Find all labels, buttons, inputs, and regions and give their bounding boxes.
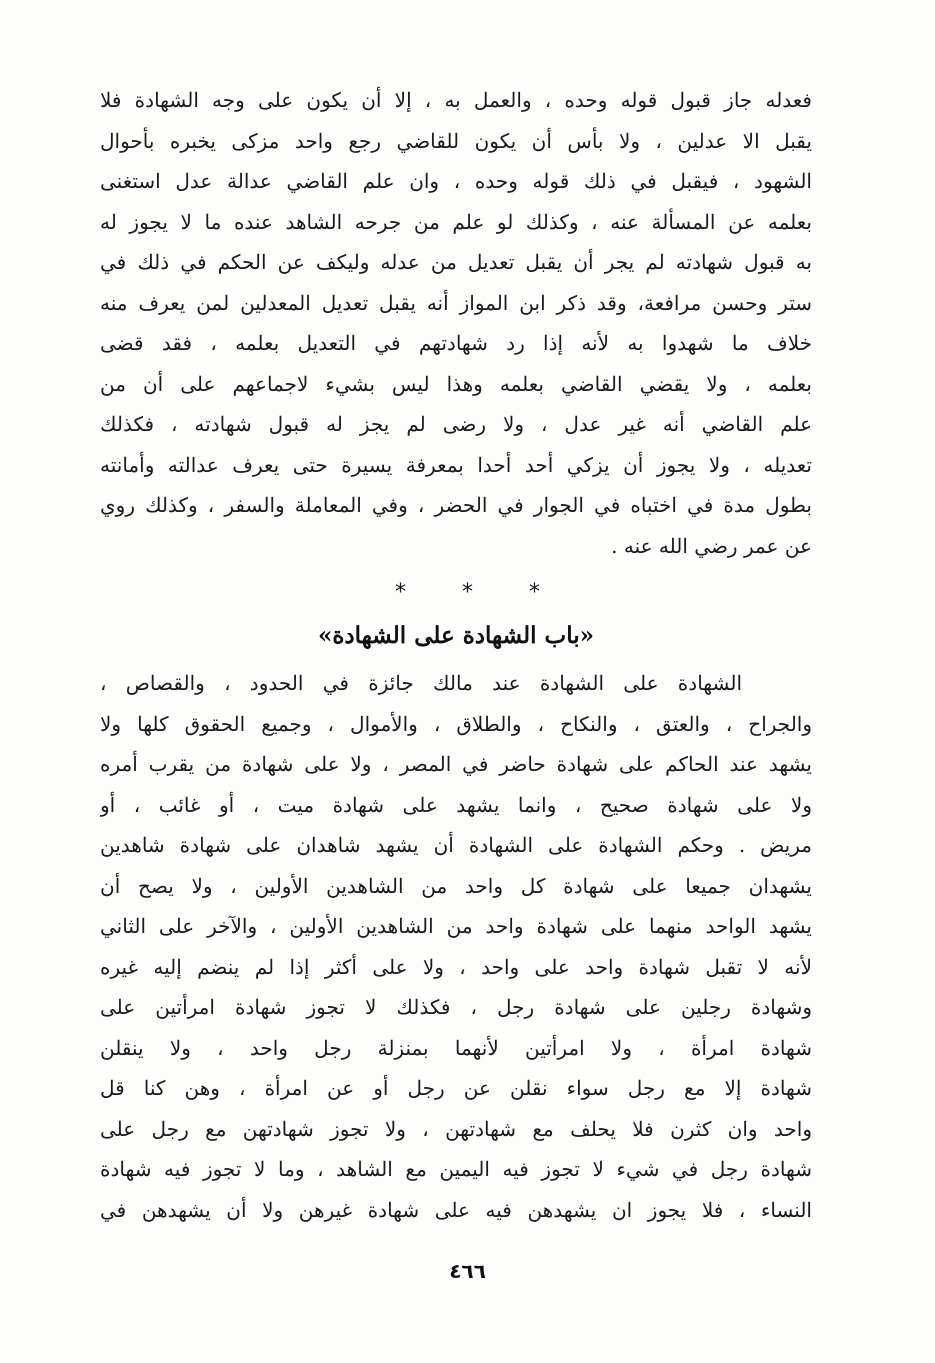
text-line: الشهادة على الشهادة عند مالك جائزة في الحدود ، والقصاص ، <box>100 671 742 695</box>
text-line: وشهادة رجلين على شهادة رجل ، فكذلك لا تجوز شهادة امرأتين على <box>100 995 812 1019</box>
text-line: شهادة رجل في شيء لا تجوز فيه اليمين مع الشاهد ، وما لا تجوز فيه شهادة <box>100 1157 812 1181</box>
text-line: يقبل الا عدلين ، ولا بأس أن يكون للقاضي رجع واحد مزكى يخبره بأحوال <box>100 128 812 153</box>
text-line: بعلمه عن المسألة عنه ، وكذلك لو علم من جرحه الشاهد عنده ما لا يجوز له <box>100 209 812 234</box>
text-line: بعلمه ، ولا يقضي القاضي بعلمه وهذا ليس بشيء لاجماعهم على أن من <box>100 371 812 396</box>
page-number: ٤٦٦ <box>449 1259 486 1283</box>
section-heading: «باب الشهادة على الشهادة» <box>318 622 594 649</box>
text-line: فعدله جاز قبول قوله وحده ، والعمل به ، إلا أن يكون على وجه الشهادة فلا <box>100 88 812 112</box>
text-line: شهادة إلا مع رجل سواء نقلن عن رجل أو عن امرأة ، وهن كنا قل <box>100 1076 812 1100</box>
text-line: يشهد الواحد منهما على شهادة واحد من الشاهدين الأولين ، والآخر على الثاني <box>100 914 812 938</box>
text-line: بطول مدة في اختباه في الجوار في الحضر ، وفي المعاملة والسفر ، وكذلك روي <box>100 493 812 517</box>
asterisk: * <box>462 579 473 605</box>
asterisk: * <box>395 579 406 605</box>
asterisk: * <box>529 579 540 605</box>
text-line: عن عمر رضي الله عنه . <box>611 533 812 558</box>
text-line: يشهد عند الحاكم على شهادة حاضر في المصر ، ولا على شهادة من يقرب أمره <box>100 752 812 776</box>
text-line: مريض . وحكم الشهادة على الشهادة أن يشهد شاهدان على شهادة شاهدين <box>100 833 812 857</box>
text-line: شهادة امرأة ، ولا امرأتين لأنهما بمنزلة رجل واحد ، ولا ينقلن <box>100 1035 812 1060</box>
text-line: واحد وان كثرن فلا يحلف مع شهادتهن ، ولا تجوز شهادتهن مع رجل على <box>100 1116 812 1141</box>
text-line: يشهدان جميعا على شهادة كل واحد من الشاهدين الأولين ، ولا يصح أن <box>100 873 812 898</box>
paragraph-1 <box>100 80 812 566</box>
text-line: الشهود ، فيقبل في ذلك قوله وحده ، وان علم القاضي عدالة عدل استغنى <box>100 169 812 193</box>
text-line: علم القاضي أنه غير عدل ، ولا رضى لم يجز له قبول شهادته ، فكذلك <box>100 412 812 436</box>
text-line: والجراح ، والعتق ، والنكاح ، والطلاق ، والأموال ، وجميع الحقوق كلها ولا <box>100 711 812 736</box>
text-line: لأنه لا تقبل شهادة واحد على واحد ، ولا على أكثر إذا لم ينضم إليه غيره <box>100 954 812 979</box>
paragraph-2 <box>100 663 812 1230</box>
text-line: تعديله ، ولا يجوز أن يزكي أحد أحدا بمعرفة يسيرة حتى يعرف عدالته وأمانته <box>100 452 812 477</box>
text-line: به قبول شهادته لم يجر أن يقبل تعديل من عدله وليكف عن الحكم في ذلك في <box>100 250 812 274</box>
text-line: خلاف ما شهدوا به لأنه إذا رد شهادتهم في التعديل بعلمه ، فقد قضى <box>100 331 812 355</box>
text-line: ستر وحسن مرافعة، وقد ذكر ابن المواز أنه يقبل تعديل المعدلين لمن يعرف منه <box>100 290 812 315</box>
section-separator <box>395 572 540 612</box>
text-line: ولا على شهادة صحيح ، وانما يشهد على شهادة ميت ، أو غائب ، أو <box>100 792 812 817</box>
text-line: النساء ، فلا يجوز ان يشهدهن فيه على شهادة غيرهن ولا أن يشهدهن في <box>100 1197 812 1222</box>
